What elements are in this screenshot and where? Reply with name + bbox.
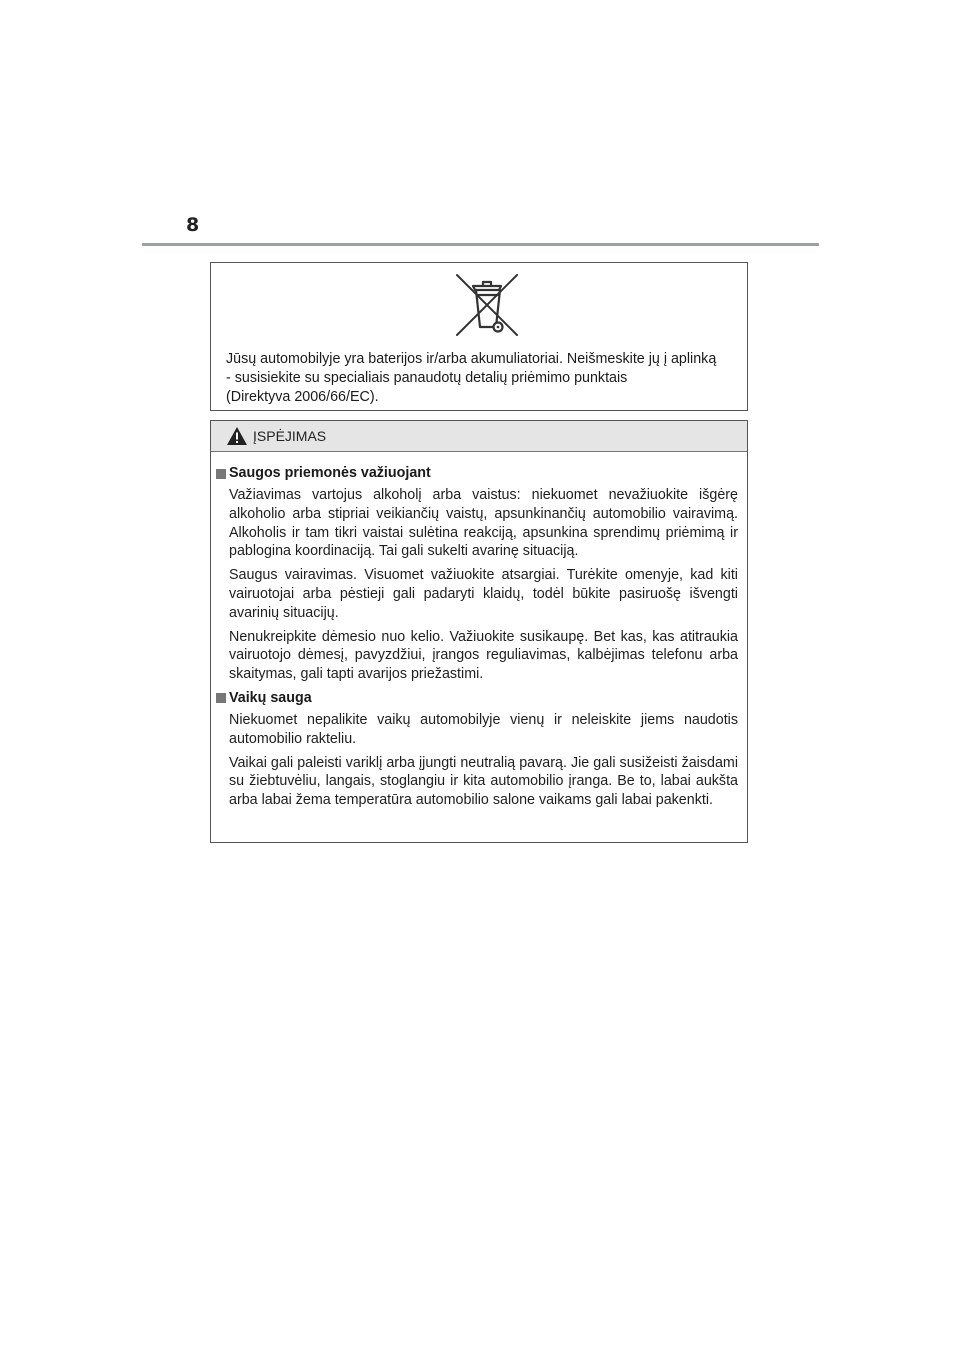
- page-number: 8: [186, 214, 200, 236]
- section-driving-safety: [216, 464, 738, 684]
- paragraph: Važiavimas vartojus alkoholį arba vaistus: niekuomet nevažiuokite išgėrę alkoholio arba stipriai veikiančių vaistų, apsunkinančių automobilio vairavimą. Alkoholis ir tam tikri vaistai sulėtina reakciją, apsunkina sprendimų priėmimą ir pablogina koordinaciją. Tai gali sukelti avarinę situaciją.: [229, 487, 738, 560]
- section-title-text: Saugos priemonės važiuojant: [229, 465, 431, 481]
- disposal-text: Jūsų automobilyje yra baterijos ir/arba akumuliatoriai. Neišmeskite jų į aplinką - susisiekite su specialiais panaudotų detalių priėmimo punktais (Direktyva 2006/66/EC).: [226, 351, 717, 405]
- paragraph: Niekuomet nepalikite vaikų automobilyje vienų ir neleiskite jiems naudotis automobilio rakteliu.: [229, 711, 738, 747]
- header-rule: [142, 243, 819, 246]
- battery-disposal-notice: [210, 262, 748, 411]
- paragraph: Nenukreipkite dėmesio nuo kelio. Važiuokite susikaupę. Bet kas, kas atitraukia vairuotojo dėmesį, pavyzdžiui, įrangos reguliavimas, kalbėjimas telefonu arba skaitymas, gali tapti avarijos priežastimi.: [229, 628, 738, 683]
- warning-body: [211, 452, 747, 810]
- crossed-out-wheelie-bin-icon: [451, 269, 523, 341]
- paragraph: Saugus vairavimas. Visuomet važiuokite atsargiai. Turėkite omenyje, kad kiti vairuotojai arba pėstieji gali padaryti klaidų, todėl būkite pasiruošę išvengti avarinių situacijų.: [229, 567, 738, 621]
- warning-header: [211, 421, 747, 452]
- bullet-square-icon: [216, 469, 226, 479]
- warning-title: ĮSPĖJIMAS: [253, 428, 327, 444]
- warning-box: [210, 420, 748, 843]
- section-title-text: Vaikų sauga: [229, 689, 312, 706]
- section-title: [216, 689, 738, 708]
- warning-triangle-icon: [226, 426, 248, 446]
- paragraph: Vaikai gali paleisti variklį arba įjungti neutralią pavarą. Jie gali susižeisti žaisdami su žiebtuvėliu, langais, stoglangiu ir kita automobilio įranga. Be to, labai aukšta arba labai žema temperatūra automobilio salone vaikams gali labai pakenkti.: [229, 754, 738, 809]
- bullet-square-icon: [216, 693, 226, 703]
- section-child-safety: [216, 689, 738, 810]
- section-title: [216, 464, 738, 483]
